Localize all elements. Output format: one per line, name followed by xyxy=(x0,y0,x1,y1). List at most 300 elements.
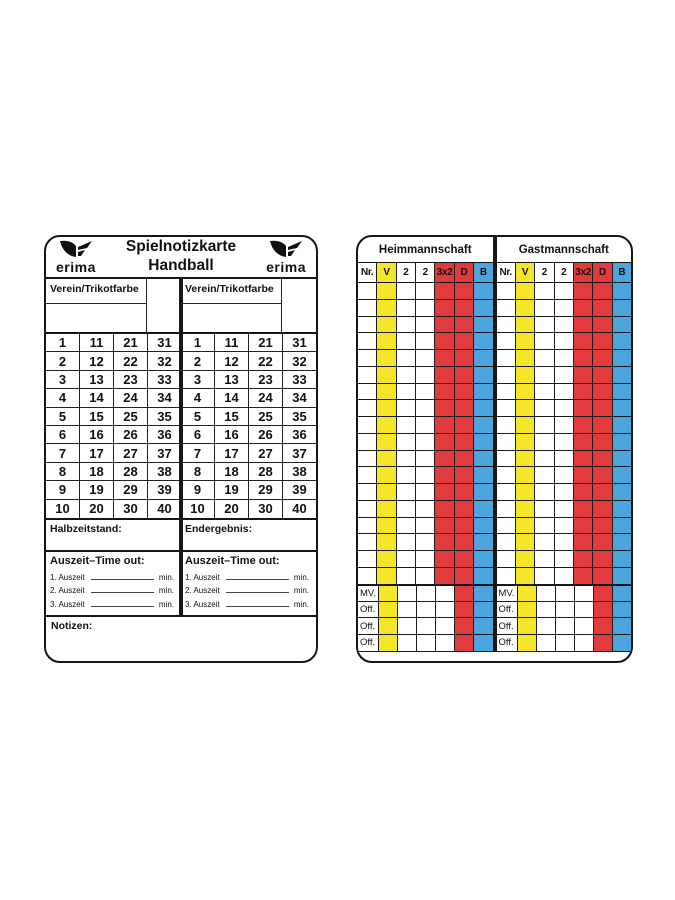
mark-cell[interactable] xyxy=(416,417,435,433)
player-number-cell[interactable]: 4 xyxy=(46,389,80,407)
player-number-cell[interactable]: 36 xyxy=(148,426,181,444)
mark-cell[interactable] xyxy=(397,451,416,467)
mark-cell[interactable] xyxy=(416,367,435,383)
mark-cell[interactable] xyxy=(594,635,613,651)
mark-cell[interactable] xyxy=(593,467,612,483)
mark-cell[interactable] xyxy=(574,400,593,416)
mark-cell[interactable] xyxy=(398,586,417,601)
player-number-cell[interactable]: 40 xyxy=(157,501,172,517)
mark-cell[interactable] xyxy=(416,283,435,299)
player-number-cell[interactable]: 38 xyxy=(283,463,316,481)
mark-cell[interactable] xyxy=(435,518,454,534)
mark-cell[interactable] xyxy=(613,317,631,333)
mark-cell[interactable] xyxy=(556,586,575,601)
mark-cell[interactable] xyxy=(358,367,377,383)
mark-cell[interactable] xyxy=(555,333,574,349)
mark-cell[interactable] xyxy=(455,484,474,500)
mark-cell[interactable] xyxy=(455,518,474,534)
mark-cell[interactable] xyxy=(474,534,492,550)
mark-cell[interactable] xyxy=(613,300,631,316)
mark-cell[interactable] xyxy=(377,434,396,450)
mark-cell[interactable] xyxy=(593,317,612,333)
mark-cell[interactable] xyxy=(593,283,612,299)
verein-side-box[interactable] xyxy=(146,279,181,332)
mark-cell[interactable] xyxy=(377,317,396,333)
mark-cell[interactable] xyxy=(397,283,416,299)
mark-cell[interactable] xyxy=(516,384,535,400)
player-number-cell[interactable]: 5 xyxy=(181,408,215,426)
mark-cell[interactable] xyxy=(537,602,556,618)
mark-cell[interactable] xyxy=(594,602,613,618)
player-number-cell[interactable]: 28 xyxy=(249,463,283,481)
player-number-cell[interactable]: 27 xyxy=(249,444,283,462)
mark-cell[interactable] xyxy=(574,317,593,333)
mark-cell[interactable] xyxy=(555,367,574,383)
mark-cell[interactable] xyxy=(613,484,631,500)
mark-cell[interactable] xyxy=(556,618,575,634)
mark-cell[interactable] xyxy=(474,333,492,349)
mark-cell[interactable] xyxy=(497,300,516,316)
mark-cell[interactable] xyxy=(516,367,535,383)
mark-cell[interactable] xyxy=(497,333,516,349)
mark-cell[interactable] xyxy=(377,417,396,433)
mark-cell[interactable] xyxy=(593,417,612,433)
mark-cell[interactable] xyxy=(497,467,516,483)
mark-cell[interactable] xyxy=(518,618,537,634)
player-number-cell[interactable]: 15 xyxy=(215,408,249,426)
halftime-score-field[interactable] xyxy=(46,520,181,550)
player-number-cell[interactable]: 13 xyxy=(215,371,249,389)
mark-cell[interactable] xyxy=(516,333,535,349)
mark-cell[interactable] xyxy=(436,618,455,634)
mark-cell[interactable] xyxy=(497,400,516,416)
mark-cell[interactable] xyxy=(555,501,574,517)
player-number-cell[interactable]: 18 xyxy=(80,463,114,481)
mark-cell[interactable] xyxy=(358,434,377,450)
mark-cell[interactable] xyxy=(613,350,631,366)
mark-cell[interactable] xyxy=(593,350,612,366)
mark-cell[interactable] xyxy=(435,568,454,584)
player-number-cell[interactable]: 14 xyxy=(80,389,114,407)
mark-cell[interactable] xyxy=(474,300,492,316)
mark-cell[interactable] xyxy=(455,350,474,366)
mark-cell[interactable] xyxy=(397,534,416,550)
player-number-cell[interactable]: 28 xyxy=(114,463,148,481)
mark-cell[interactable] xyxy=(455,551,474,567)
mark-cell[interactable] xyxy=(555,551,574,567)
mark-cell[interactable] xyxy=(516,518,535,534)
mark-cell[interactable] xyxy=(593,367,612,383)
mark-cell[interactable] xyxy=(535,283,554,299)
player-number-cell[interactable]: 31 xyxy=(148,334,181,352)
mark-cell[interactable] xyxy=(397,400,416,416)
mark-cell[interactable] xyxy=(379,586,398,601)
mark-cell[interactable] xyxy=(535,467,554,483)
mark-cell[interactable] xyxy=(497,551,516,567)
mark-cell[interactable] xyxy=(516,417,535,433)
player-number-cell[interactable]: 11 xyxy=(215,334,249,352)
mark-cell[interactable] xyxy=(379,618,398,634)
mark-cell[interactable] xyxy=(518,635,537,651)
mark-cell[interactable] xyxy=(535,518,554,534)
mark-cell[interactable] xyxy=(455,467,474,483)
mark-cell[interactable] xyxy=(574,534,593,550)
mark-cell[interactable] xyxy=(535,350,554,366)
player-number-cell[interactable]: 34 xyxy=(148,389,181,407)
mark-cell[interactable] xyxy=(377,518,396,534)
mark-cell[interactable] xyxy=(613,384,631,400)
player-number-cell[interactable]: 30 xyxy=(114,500,148,518)
player-number-cell[interactable]: 21 xyxy=(114,334,148,352)
mark-cell[interactable] xyxy=(455,602,474,618)
mark-cell[interactable] xyxy=(416,568,435,584)
mark-cell[interactable] xyxy=(455,384,474,400)
player-number-cell[interactable]: 37 xyxy=(283,444,316,462)
mark-cell[interactable] xyxy=(416,350,435,366)
mark-cell[interactable] xyxy=(497,283,516,299)
mark-cell[interactable] xyxy=(455,586,474,601)
mark-cell[interactable] xyxy=(416,333,435,349)
mark-cell[interactable] xyxy=(397,384,416,400)
mark-cell[interactable] xyxy=(416,400,435,416)
player-number-cell[interactable]: 25 xyxy=(249,408,283,426)
mark-cell[interactable] xyxy=(574,467,593,483)
mark-cell[interactable] xyxy=(613,451,631,467)
player-number-cell[interactable]: 29 xyxy=(114,481,148,499)
mark-cell[interactable] xyxy=(455,417,474,433)
player-number-cell[interactable]: 38 xyxy=(148,463,181,481)
mark-cell[interactable] xyxy=(516,283,535,299)
player-number-cell[interactable]: 22 xyxy=(249,352,283,370)
mark-cell[interactable] xyxy=(358,317,377,333)
mark-cell[interactable] xyxy=(574,484,593,500)
mark-cell[interactable] xyxy=(474,602,492,618)
mark-cell[interactable] xyxy=(535,434,554,450)
mark-cell[interactable] xyxy=(535,317,554,333)
player-number-cell[interactable]: 23 xyxy=(114,371,148,389)
player-number-cell[interactable]: 2 xyxy=(181,352,215,370)
player-number-cell[interactable]: 24 xyxy=(249,389,283,407)
mark-cell[interactable] xyxy=(435,551,454,567)
player-number-cell[interactable]: 33 xyxy=(283,371,316,389)
mark-cell[interactable] xyxy=(555,384,574,400)
mark-cell[interactable] xyxy=(497,534,516,550)
mark-cell[interactable] xyxy=(455,618,474,634)
mark-cell[interactable] xyxy=(497,417,516,433)
mark-cell[interactable] xyxy=(497,434,516,450)
mark-cell[interactable] xyxy=(593,451,612,467)
final-score-field[interactable] xyxy=(181,520,316,550)
mark-cell[interactable] xyxy=(416,434,435,450)
player-number-cell[interactable]: 39 xyxy=(148,481,181,499)
player-number-cell[interactable]: 31 xyxy=(283,334,316,352)
player-number-cell[interactable]: 37 xyxy=(148,444,181,462)
mark-cell[interactable] xyxy=(516,551,535,567)
mark-cell[interactable] xyxy=(613,602,631,618)
mark-cell[interactable] xyxy=(455,300,474,316)
mark-cell[interactable] xyxy=(537,586,556,601)
mark-cell[interactable] xyxy=(474,451,492,467)
player-number-cell[interactable]: 26 xyxy=(249,426,283,444)
player-number-cell[interactable]: 40 xyxy=(292,501,307,517)
mark-cell[interactable] xyxy=(435,451,454,467)
mark-cell[interactable] xyxy=(416,467,435,483)
mark-cell[interactable] xyxy=(436,602,455,618)
mark-cell[interactable] xyxy=(455,635,474,651)
timeout-fill-line[interactable] xyxy=(91,592,154,593)
mark-cell[interactable] xyxy=(556,602,575,618)
mark-cell[interactable] xyxy=(575,602,594,618)
mark-cell[interactable] xyxy=(497,518,516,534)
mark-cell[interactable] xyxy=(574,283,593,299)
player-number-cell[interactable]: 5 xyxy=(46,408,80,426)
mark-cell[interactable] xyxy=(535,384,554,400)
timeout-fill-line[interactable] xyxy=(91,579,154,580)
mark-cell[interactable] xyxy=(555,467,574,483)
mark-cell[interactable] xyxy=(417,602,436,618)
mark-cell[interactable] xyxy=(555,317,574,333)
notes-field[interactable] xyxy=(46,615,316,661)
player-number-cell[interactable]: 30 xyxy=(249,500,283,518)
mark-cell[interactable] xyxy=(397,518,416,534)
player-number-cell[interactable]: 25 xyxy=(114,408,148,426)
player-number-cell[interactable]: 16 xyxy=(215,426,249,444)
mark-cell[interactable] xyxy=(593,534,612,550)
player-number-cell[interactable]: 24 xyxy=(114,389,148,407)
mark-cell[interactable] xyxy=(435,434,454,450)
mark-cell[interactable] xyxy=(377,501,396,517)
player-number-cell[interactable]: 35 xyxy=(148,408,181,426)
mark-cell[interactable] xyxy=(397,434,416,450)
mark-cell[interactable] xyxy=(555,484,574,500)
mark-cell[interactable] xyxy=(379,635,398,651)
mark-cell[interactable] xyxy=(593,300,612,316)
mark-cell[interactable] xyxy=(613,518,631,534)
mark-cell[interactable] xyxy=(435,534,454,550)
player-number-cell[interactable]: 7 xyxy=(181,444,215,462)
player-number-cell[interactable]: 6 xyxy=(46,426,80,444)
mark-cell[interactable] xyxy=(398,635,417,651)
mark-cell[interactable] xyxy=(535,400,554,416)
mark-cell[interactable] xyxy=(474,384,492,400)
mark-cell[interactable] xyxy=(435,317,454,333)
mark-cell[interactable] xyxy=(574,367,593,383)
mark-cell[interactable] xyxy=(455,568,474,584)
player-number-cell[interactable]: 22 xyxy=(114,352,148,370)
mark-cell[interactable] xyxy=(435,484,454,500)
mark-cell[interactable] xyxy=(435,400,454,416)
player-number-cell[interactable]: 18 xyxy=(215,463,249,481)
mark-cell[interactable] xyxy=(497,484,516,500)
mark-cell[interactable] xyxy=(555,283,574,299)
mark-cell[interactable] xyxy=(497,367,516,383)
mark-cell[interactable] xyxy=(593,434,612,450)
mark-cell[interactable] xyxy=(358,501,377,517)
mark-cell[interactable] xyxy=(537,618,556,634)
mark-cell[interactable] xyxy=(555,400,574,416)
mark-cell[interactable] xyxy=(455,367,474,383)
mark-cell[interactable] xyxy=(535,534,554,550)
player-number-cell[interactable]: 7 xyxy=(46,444,80,462)
mark-cell[interactable] xyxy=(535,451,554,467)
mark-cell[interactable] xyxy=(358,484,377,500)
mark-cell[interactable] xyxy=(455,400,474,416)
mark-cell[interactable] xyxy=(436,635,455,651)
player-number-cell[interactable]: 9 xyxy=(181,481,215,499)
mark-cell[interactable] xyxy=(474,618,492,634)
mark-cell[interactable] xyxy=(613,635,631,651)
player-number-cell[interactable]: 3 xyxy=(46,371,80,389)
player-number-cell[interactable]: 6 xyxy=(181,426,215,444)
mark-cell[interactable] xyxy=(516,317,535,333)
player-number-cell[interactable]: 13 xyxy=(80,371,114,389)
player-number-cell[interactable]: 9 xyxy=(46,481,80,499)
mark-cell[interactable] xyxy=(516,350,535,366)
mark-cell[interactable] xyxy=(474,568,492,584)
player-number-cell[interactable]: 36 xyxy=(283,426,316,444)
mark-cell[interactable] xyxy=(358,518,377,534)
mark-cell[interactable] xyxy=(574,300,593,316)
mark-cell[interactable] xyxy=(555,300,574,316)
mark-cell[interactable] xyxy=(555,534,574,550)
mark-cell[interactable] xyxy=(516,467,535,483)
mark-cell[interactable] xyxy=(593,333,612,349)
player-number-cell[interactable]: 1 xyxy=(46,334,80,352)
mark-cell[interactable] xyxy=(516,434,535,450)
mark-cell[interactable] xyxy=(613,551,631,567)
timeout-fill-line[interactable] xyxy=(226,606,289,607)
mark-cell[interactable] xyxy=(397,300,416,316)
player-number-cell[interactable]: 32 xyxy=(148,352,181,370)
mark-cell[interactable] xyxy=(574,434,593,450)
mark-cell[interactable] xyxy=(358,467,377,483)
mark-cell[interactable] xyxy=(435,350,454,366)
mark-cell[interactable] xyxy=(358,534,377,550)
player-number-cell[interactable]: 19 xyxy=(215,481,249,499)
mark-cell[interactable] xyxy=(435,467,454,483)
mark-cell[interactable] xyxy=(397,551,416,567)
mark-cell[interactable] xyxy=(377,367,396,383)
mark-cell[interactable] xyxy=(555,451,574,467)
player-number-cell[interactable]: 12 xyxy=(215,352,249,370)
mark-cell[interactable] xyxy=(358,400,377,416)
mark-cell[interactable] xyxy=(555,417,574,433)
player-number-cell[interactable]: 26 xyxy=(114,426,148,444)
mark-cell[interactable] xyxy=(435,333,454,349)
mark-cell[interactable] xyxy=(358,417,377,433)
verein-side-box[interactable] xyxy=(281,279,316,332)
mark-cell[interactable] xyxy=(535,333,554,349)
mark-cell[interactable] xyxy=(474,586,492,601)
player-number-cell[interactable]: 3 xyxy=(181,371,215,389)
player-number-cell[interactable]: 11 xyxy=(80,334,114,352)
mark-cell[interactable] xyxy=(516,451,535,467)
mark-cell[interactable] xyxy=(377,384,396,400)
mark-cell[interactable] xyxy=(535,417,554,433)
mark-cell[interactable] xyxy=(435,367,454,383)
player-number-cell[interactable]: 4 xyxy=(181,389,215,407)
mark-cell[interactable] xyxy=(613,586,631,601)
mark-cell[interactable] xyxy=(474,484,492,500)
mark-cell[interactable] xyxy=(497,350,516,366)
player-number-cell[interactable]: 35 xyxy=(283,408,316,426)
mark-cell[interactable] xyxy=(497,501,516,517)
mark-cell[interactable] xyxy=(474,350,492,366)
player-number-cell[interactable]: 29 xyxy=(249,481,283,499)
mark-cell[interactable] xyxy=(358,300,377,316)
mark-cell[interactable] xyxy=(416,384,435,400)
verein-field[interactable] xyxy=(181,279,281,332)
mark-cell[interactable] xyxy=(555,434,574,450)
mark-cell[interactable] xyxy=(613,434,631,450)
mark-cell[interactable] xyxy=(516,484,535,500)
mark-cell[interactable] xyxy=(497,317,516,333)
mark-cell[interactable] xyxy=(474,367,492,383)
mark-cell[interactable] xyxy=(613,417,631,433)
player-number-cell[interactable]: 20 xyxy=(215,500,249,518)
mark-cell[interactable] xyxy=(516,501,535,517)
mark-cell[interactable] xyxy=(613,618,631,634)
player-number-cell[interactable]: 39 xyxy=(283,481,316,499)
mark-cell[interactable] xyxy=(518,586,537,601)
player-number-cell[interactable]: 32 xyxy=(283,352,316,370)
mark-cell[interactable] xyxy=(377,568,396,584)
mark-cell[interactable] xyxy=(435,501,454,517)
mark-cell[interactable] xyxy=(613,367,631,383)
mark-cell[interactable] xyxy=(377,467,396,483)
timeout-fill-line[interactable] xyxy=(226,592,289,593)
mark-cell[interactable] xyxy=(455,451,474,467)
mark-cell[interactable] xyxy=(358,568,377,584)
player-number-cell[interactable]: 27 xyxy=(114,444,148,462)
mark-cell[interactable] xyxy=(377,400,396,416)
mark-cell[interactable] xyxy=(535,484,554,500)
mark-cell[interactable] xyxy=(575,618,594,634)
mark-cell[interactable] xyxy=(397,350,416,366)
mark-cell[interactable] xyxy=(435,300,454,316)
player-number-cell[interactable]: 34 xyxy=(283,389,316,407)
mark-cell[interactable] xyxy=(397,484,416,500)
mark-cell[interactable] xyxy=(474,635,492,651)
mark-cell[interactable] xyxy=(474,317,492,333)
mark-cell[interactable] xyxy=(416,518,435,534)
player-number-cell[interactable]: 8 xyxy=(46,463,80,481)
mark-cell[interactable] xyxy=(417,586,436,601)
mark-cell[interactable] xyxy=(516,300,535,316)
mark-cell[interactable] xyxy=(537,635,556,651)
mark-cell[interactable] xyxy=(535,300,554,316)
mark-cell[interactable] xyxy=(455,501,474,517)
mark-cell[interactable] xyxy=(435,417,454,433)
mark-cell[interactable] xyxy=(377,350,396,366)
mark-cell[interactable] xyxy=(455,283,474,299)
mark-cell[interactable] xyxy=(474,501,492,517)
mark-cell[interactable] xyxy=(416,300,435,316)
mark-cell[interactable] xyxy=(613,568,631,584)
mark-cell[interactable] xyxy=(574,551,593,567)
player-number-cell[interactable]: 23 xyxy=(249,371,283,389)
player-number-cell[interactable]: 12 xyxy=(80,352,114,370)
mark-cell[interactable] xyxy=(398,618,417,634)
player-number-cell[interactable]: 14 xyxy=(215,389,249,407)
mark-cell[interactable] xyxy=(474,551,492,567)
mark-cell[interactable] xyxy=(435,384,454,400)
mark-cell[interactable] xyxy=(379,602,398,618)
mark-cell[interactable] xyxy=(574,568,593,584)
mark-cell[interactable] xyxy=(397,417,416,433)
player-number-cell[interactable]: 1 xyxy=(181,334,215,352)
mark-cell[interactable] xyxy=(436,586,455,601)
